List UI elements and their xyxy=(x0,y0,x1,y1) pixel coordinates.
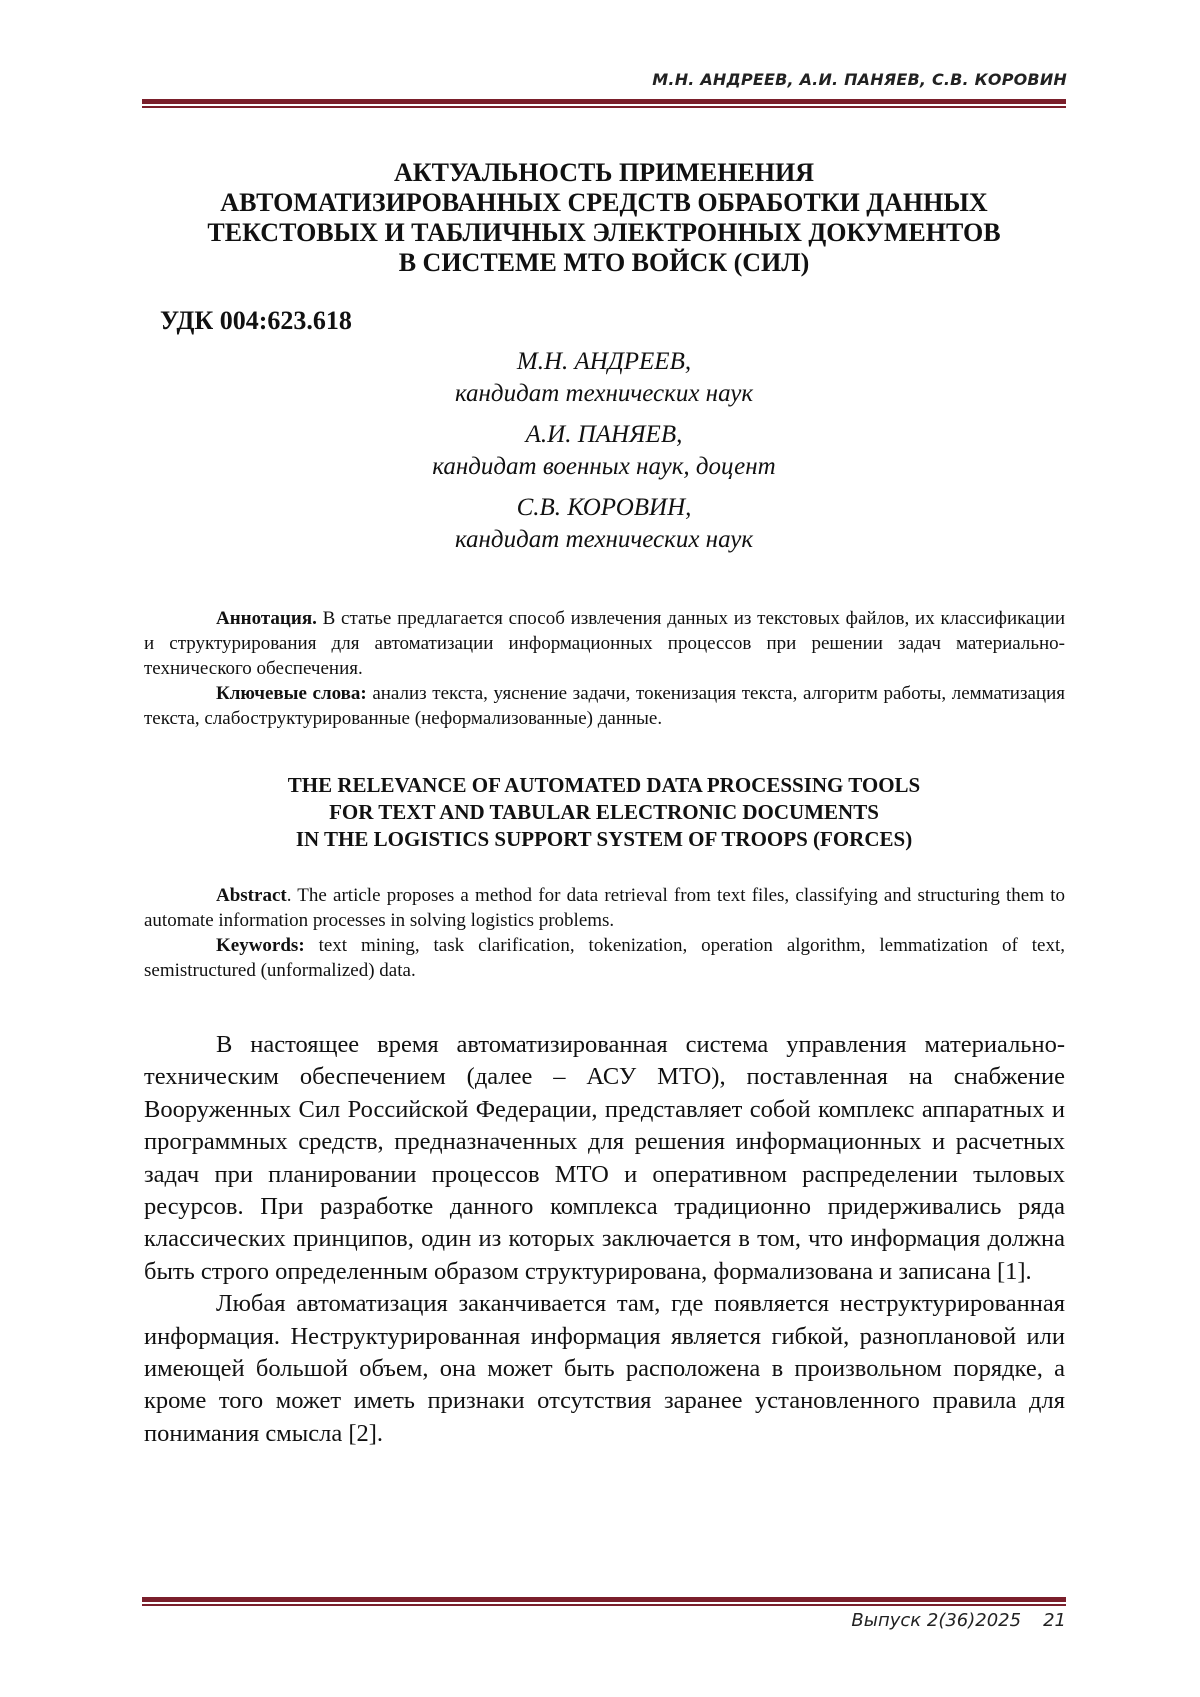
page-number: 21 xyxy=(1043,1610,1066,1631)
abstract-ru xyxy=(144,606,1065,731)
abstract-ru-paragraph xyxy=(144,606,1065,681)
abstract-ru-label: Аннотация. xyxy=(216,608,317,629)
keywords-en-label: Keywords: xyxy=(216,935,305,956)
header-rule-thin xyxy=(142,106,1066,108)
issue-label: Выпуск 2(36)2025 xyxy=(851,1610,1022,1631)
title-en-line: FOR TEXT AND TABULAR ELECTRONIC DOCUMENTS xyxy=(329,800,879,824)
body-paragraph: Любая автоматизация заканчивается там, где появляется неструктурированная информация. Неструктурированная информация является гибкой, разноплановой или имеющей большой объем, она может быть расположена в произвольном порядке, а кроме того может иметь признаки отсутствия заранее установленного правила для понимания смысла [2]. xyxy=(144,1290,1065,1447)
title-ru-line: АВТОМАТИЗИРОВАННЫХ СРЕДСТВ ОБРАБОТКИ ДАННЫХ xyxy=(220,188,988,217)
keywords-ru-label: Ключевые слова: xyxy=(216,683,367,704)
abstract-en xyxy=(144,883,1065,983)
title-ru-line: В СИСТЕМЕ МТО ВОЙСК (СИЛ) xyxy=(398,248,810,277)
header-rule xyxy=(142,99,1066,108)
body-paragraph: В настоящее время автоматизированная система управления материально-техническим обеспечением (далее – АСУ МТО), поставленная на снабжение Вооруженных Сил Российской Федерации, представляет собой комплекс аппаратных и программных средств, предназначенных для решения информационных и расчетных задач при планировании процессов МТО и оперативном распределении тыловых ресурсов. При разработке данного комплекса традиционно придерживались ряда классических принципов, один из которых заключается в том, что информация должна быть строго определенным образом структурирована, формализована и записана [1]. xyxy=(144,1031,1065,1285)
author-entry xyxy=(142,492,1066,556)
author-list xyxy=(142,346,1066,565)
running-head-authors: М.Н. АНДРЕЕВ, А.И. ПАНЯЕВ, С.В. КОРОВИН xyxy=(652,70,1067,89)
author-degree: кандидат военных наук, доцент xyxy=(432,453,776,480)
keywords-en-paragraph xyxy=(144,933,1065,983)
author-degree: кандидат технических наук xyxy=(454,526,754,553)
header-rule-thick xyxy=(142,99,1066,104)
article-title-ru xyxy=(142,158,1066,278)
title-ru-line: ТЕКСТОВЫХ И ТАБЛИЧНЫХ ЭЛЕКТРОННЫХ ДОКУМЕНТОВ xyxy=(207,218,1001,247)
abstract-en-paragraph xyxy=(144,883,1065,933)
body-text xyxy=(144,1029,1065,1450)
abstract-en-text: . The article proposes a method for data retrieval from text files, classifying and structuring them to automate information processes in solving logistics problems. xyxy=(144,885,1065,931)
keywords-ru-paragraph xyxy=(144,681,1065,731)
footer-rule-thick xyxy=(142,1597,1066,1602)
author-name: А.И. ПАНЯЕВ, xyxy=(525,421,683,448)
footer-rule xyxy=(142,1597,1066,1606)
author-entry xyxy=(142,419,1066,483)
page-footer xyxy=(851,1610,1066,1631)
title-en-line: IN THE LOGISTICS SUPPORT SYSTEM OF TROOPS (FORCES) xyxy=(295,827,913,851)
footer-rule-thin xyxy=(142,1604,1066,1606)
author-entry xyxy=(142,346,1066,410)
author-degree: кандидат технических наук xyxy=(454,380,754,407)
title-en-line: THE RELEVANCE OF AUTOMATED DATA PROCESSING TOOLS xyxy=(287,773,921,797)
article-title-en xyxy=(142,772,1066,853)
abstract-ru-text: В статье предлагается способ извлечения данных из текстовых файлов, их классификации и структурирования для автоматизации информационных процессов при решении задач материально-технического обеспечения. xyxy=(144,608,1065,679)
keywords-en-text: text mining, task clarification, tokenization, operation algorithm, lemmatization of text, semistructured (unformalized) data. xyxy=(144,935,1065,981)
keywords-ru-text: анализ текста, уяснение задачи, токенизация текста, алгоритм работы, лемматизация текста, слабоструктурированные (неформализованные) данные. xyxy=(144,683,1065,729)
abstract-en-label: Abstract xyxy=(216,885,287,906)
author-name: С.В. КОРОВИН, xyxy=(516,494,692,521)
title-ru-line: АКТУАЛЬНОСТЬ ПРИМЕНЕНИЯ xyxy=(394,158,814,187)
author-name: М.Н. АНДРЕЕВ, xyxy=(516,348,692,375)
udk-code: УДК 004:623.618 xyxy=(160,306,352,335)
